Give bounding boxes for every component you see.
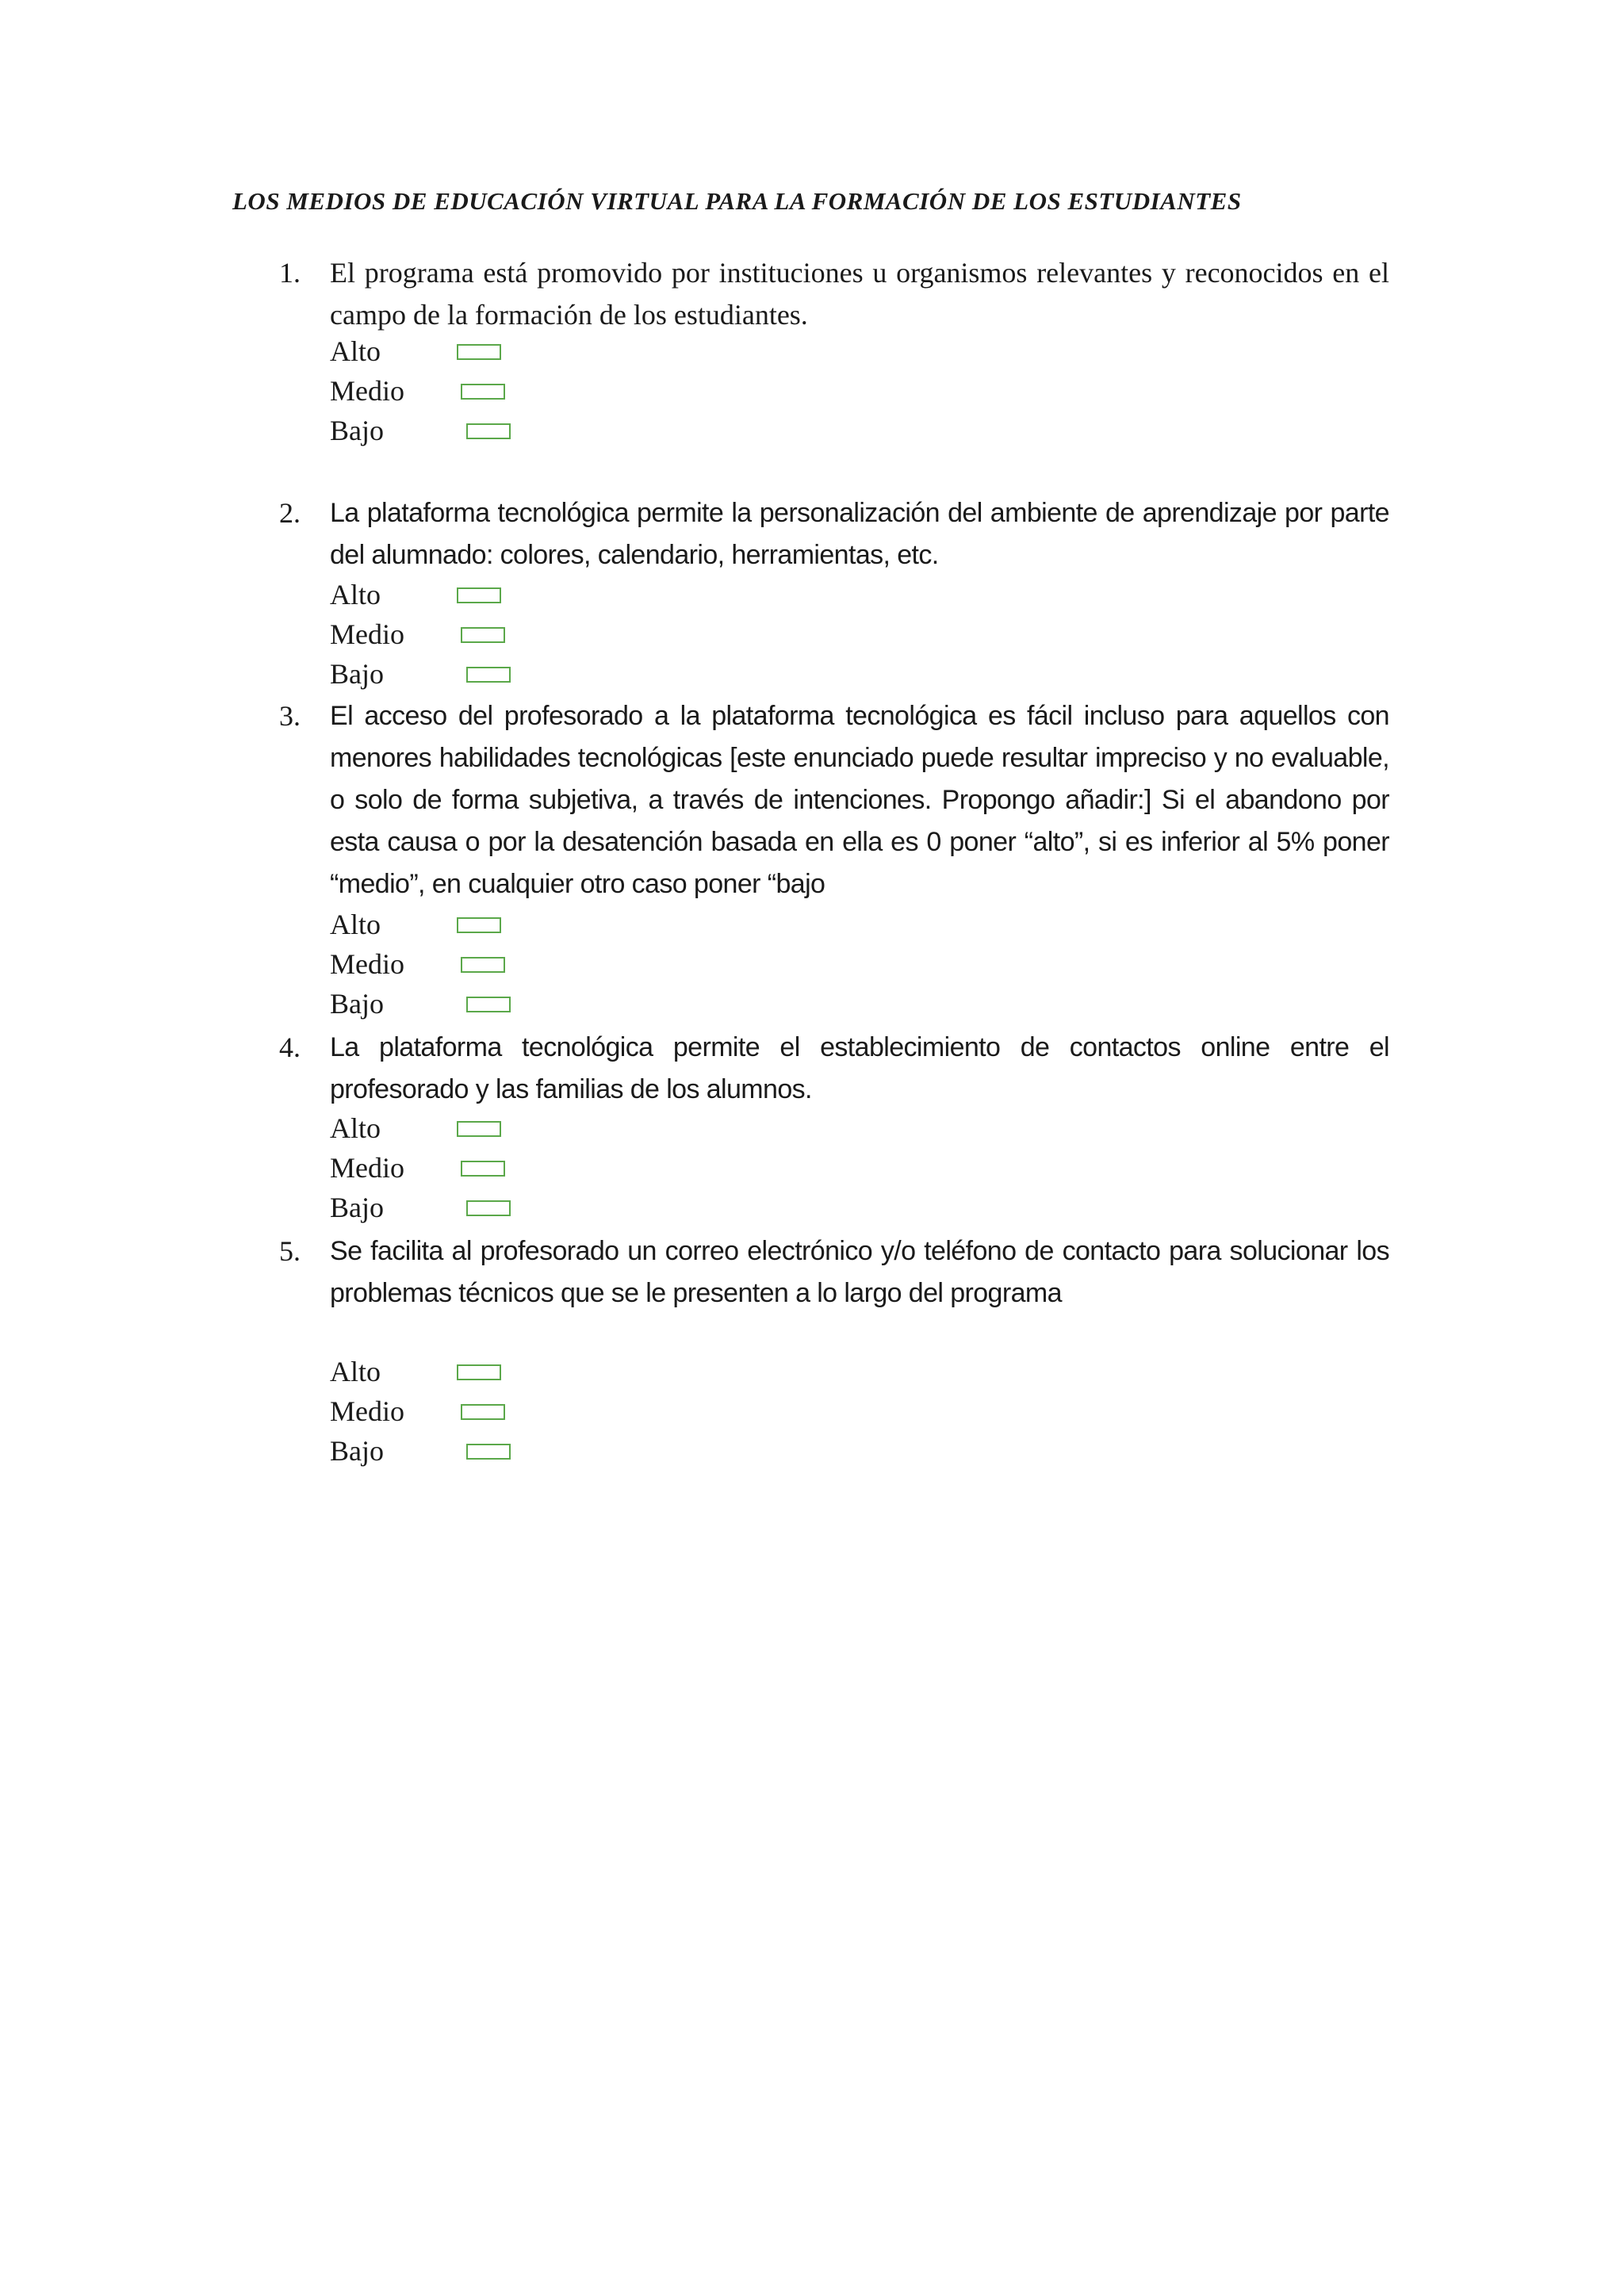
option-medio [330, 944, 568, 984]
option-label: Medio [330, 1395, 404, 1427]
medio-checkbox[interactable] [461, 1404, 505, 1420]
medio-checkbox[interactable] [461, 627, 505, 643]
question-text: Se facilita al profesorado un correo electrónico y/o teléfono de contacto para solucionar los problemas técnicos que se le presenten a lo largo del programa [330, 1236, 1389, 1308]
rating-options [330, 575, 568, 694]
option-bajo [330, 1431, 568, 1471]
rating-options [330, 331, 568, 450]
option-label: Alto [330, 1356, 381, 1387]
question-text: La plataforma tecnológica permite el establecimiento de contactos online entre el profesorado y las familias de los alumnos. [330, 1032, 1389, 1104]
bajo-checkbox[interactable] [466, 1444, 511, 1460]
option-alto [330, 1108, 568, 1148]
option-medio [330, 1148, 568, 1188]
question-text: El programa está promovido por instituciones u organismos relevantes y reconocidos en el campo de la formación de los estudiantes. [330, 257, 1389, 331]
option-alto [330, 1352, 568, 1391]
question-text: El acceso del profesorado a la plataforma tecnológica es fácil incluso para aquellos con menores habilidades tecnológicas [este enunciado puede resultar impreciso y no evaluable, o solo de forma subjetiva, a través de intenciones. Propongo añadir:] Si el abandono por esta causa o por la desatención basada en ella es 0 poner “alto”, si es inferior al 5% poner “medio”, en cualquier otro caso poner “bajo [330, 701, 1389, 899]
option-medio [330, 614, 568, 654]
option-bajo [330, 654, 568, 694]
question-number: 5. [279, 1235, 301, 1267]
option-label: Alto [330, 1112, 381, 1144]
option-label: Medio [330, 375, 404, 407]
option-alto [330, 905, 568, 944]
option-label: Bajo [330, 1435, 384, 1467]
question-text: La plataforma tecnológica permite la personalización del ambiente de aprendizaje por parte del alumnado: colores, calendario, herramientas, etc. [330, 498, 1389, 570]
option-medio [330, 371, 568, 411]
option-label: Alto [330, 579, 381, 610]
rating-options [330, 905, 568, 1024]
bajo-checkbox[interactable] [466, 997, 511, 1012]
option-label: Medio [330, 618, 404, 650]
medio-checkbox[interactable] [461, 957, 505, 973]
option-alto [330, 575, 568, 614]
bajo-checkbox[interactable] [466, 423, 511, 439]
option-label: Alto [330, 909, 381, 940]
option-label: Bajo [330, 415, 384, 446]
alto-checkbox[interactable] [457, 1121, 501, 1137]
document-title: LOS MEDIOS DE EDUCACIÓN VIRTUAL PARA LA FORMACIÓN DE LOS ESTUDIANTES [232, 187, 1242, 215]
question-number: 1. [279, 257, 301, 289]
alto-checkbox[interactable] [457, 917, 501, 933]
alto-checkbox[interactable] [457, 344, 501, 360]
option-bajo [330, 1188, 568, 1227]
option-label: Alto [330, 335, 381, 367]
option-alto [330, 331, 568, 371]
bajo-checkbox[interactable] [466, 1200, 511, 1216]
option-label: Medio [330, 948, 404, 980]
rating-options [330, 1352, 568, 1471]
bajo-checkbox[interactable] [466, 667, 511, 683]
option-label: Bajo [330, 1192, 384, 1223]
option-label: Bajo [330, 658, 384, 690]
alto-checkbox[interactable] [457, 1364, 501, 1380]
question-number: 3. [279, 700, 301, 732]
option-label: Bajo [330, 988, 384, 1020]
option-bajo [330, 984, 568, 1024]
medio-checkbox[interactable] [461, 384, 505, 400]
alto-checkbox[interactable] [457, 587, 501, 603]
rating-options [330, 1108, 568, 1227]
option-label: Medio [330, 1152, 404, 1184]
option-medio [330, 1391, 568, 1431]
question-number: 4. [279, 1031, 301, 1063]
medio-checkbox[interactable] [461, 1161, 505, 1177]
option-bajo [330, 411, 568, 450]
question-number: 2. [279, 497, 301, 529]
